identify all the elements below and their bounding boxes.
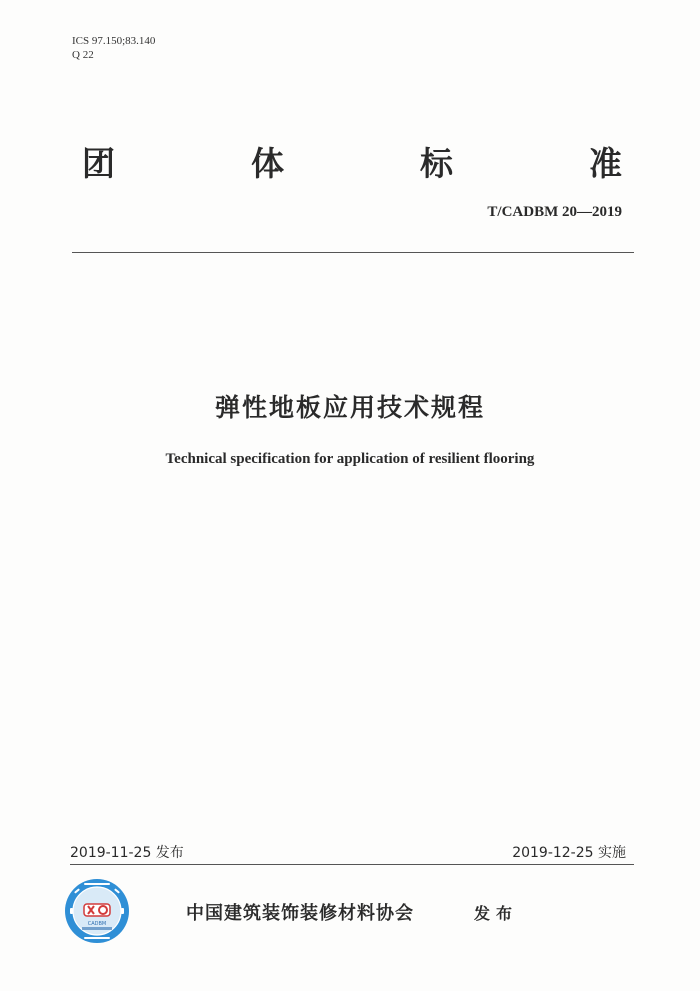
standard-type-char: 体 — [251, 144, 284, 183]
standard-type-heading — [82, 138, 622, 185]
association-seal-icon — [64, 878, 130, 944]
bottom-divider — [70, 864, 634, 865]
title-english: Technical specification for application of resilient flooring — [165, 451, 535, 467]
top-divider — [72, 252, 634, 253]
issue-date: 2019-11-25 发布 — [70, 845, 184, 861]
standard-type-char: 准 — [589, 144, 622, 183]
publisher-name: 中国建筑装饰装修材料协会 — [186, 903, 414, 924]
standard-type-char: 团 — [82, 144, 115, 183]
standard-number: T/CADBM 20—2019 — [487, 204, 622, 220]
implementation-date: 2019-12-25 实施 — [512, 845, 626, 861]
standard-type-char: 标 — [420, 144, 453, 183]
svg-text:CADBM: CADBM — [87, 921, 107, 927]
ccs-code: Q 22 — [72, 49, 94, 61]
publish-label: 发布 — [474, 904, 519, 923]
title-chinese: 弹性地板应用技术规程 — [214, 393, 485, 422]
classification-codes — [72, 34, 155, 62]
ics-code: ICS 97.150;83.140 — [72, 35, 156, 47]
